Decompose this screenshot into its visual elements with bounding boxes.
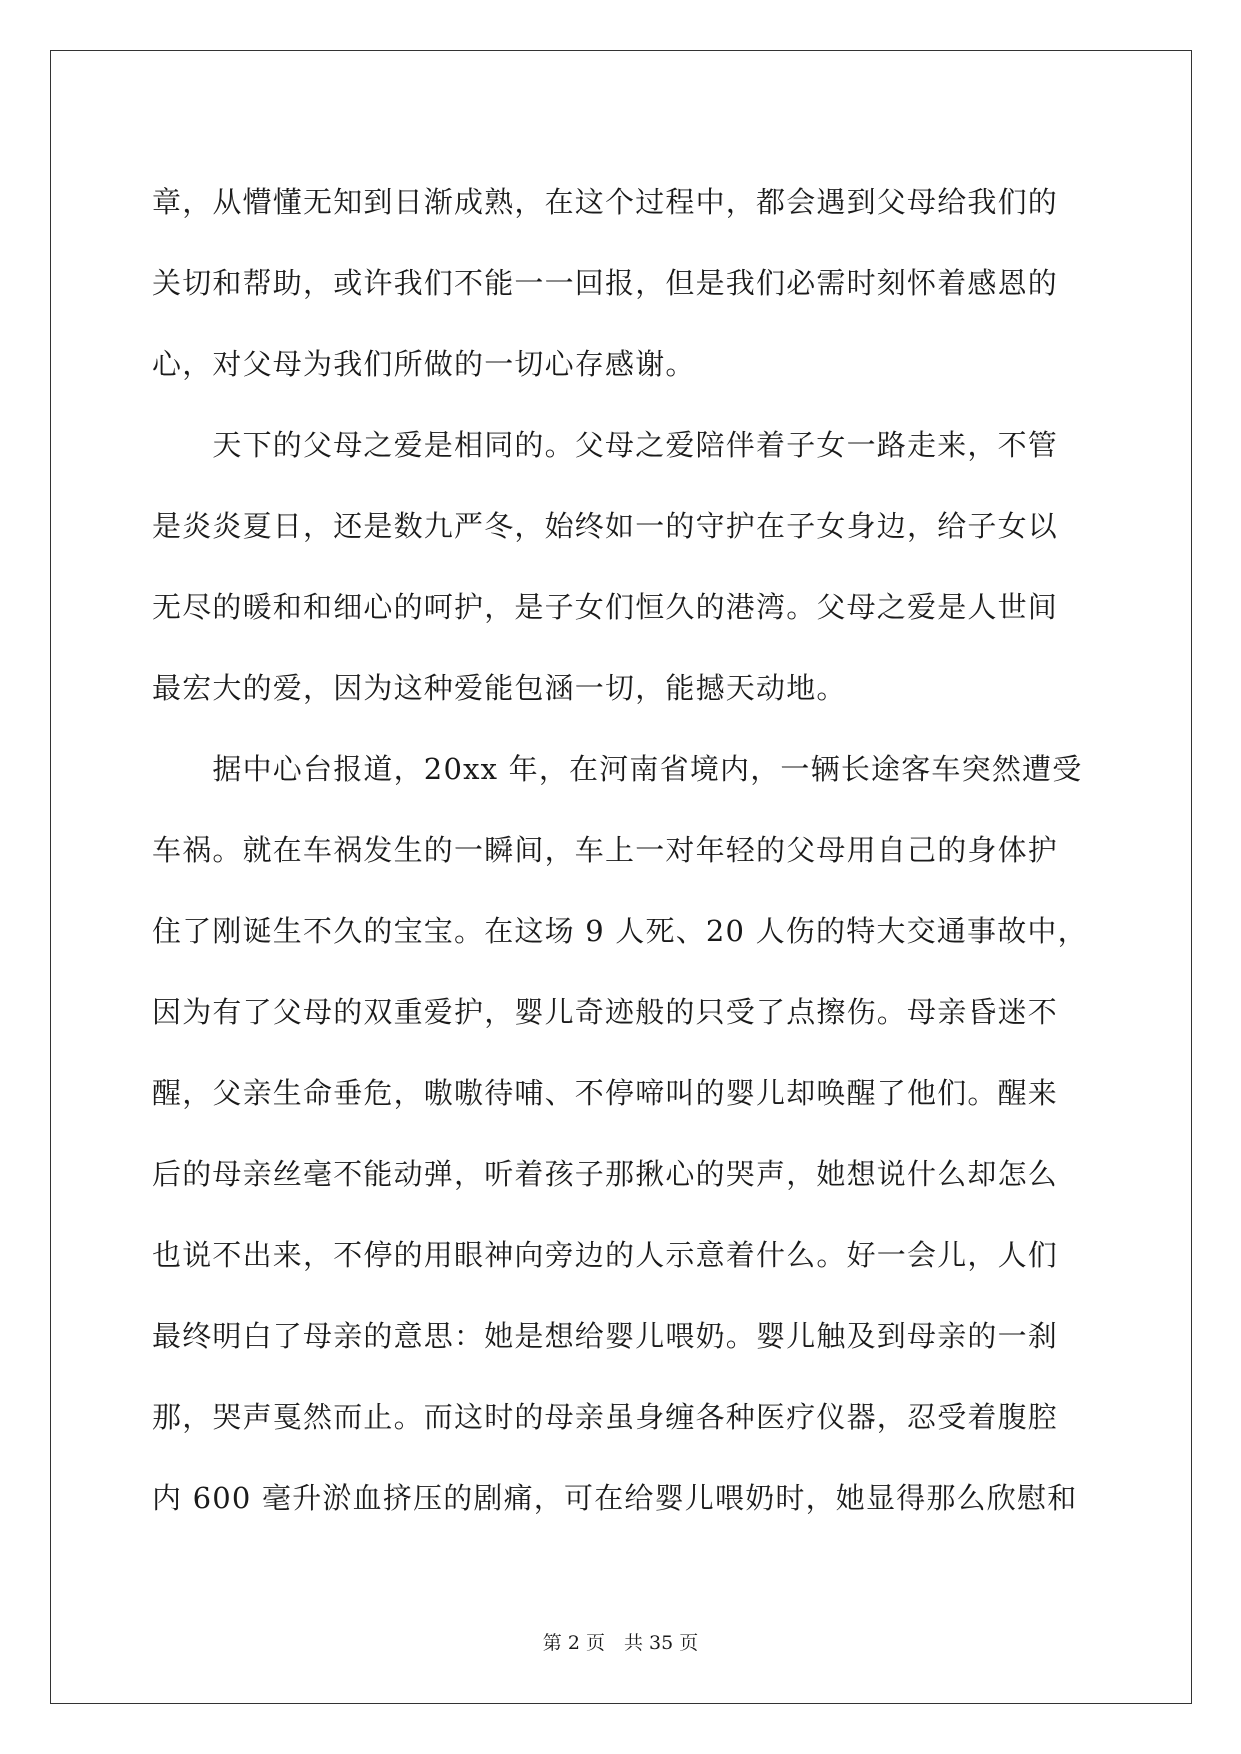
text-line-16: 那，哭声戛然而止。而这时的母亲虽身缠各种医疗仪器，忍受着腹腔 xyxy=(152,1400,1059,1434)
document-body xyxy=(152,162,1092,1539)
text-line-6: 无尽的暖和和细心的呵护，是子女们恒久的港湾。父母之爱是人世间 xyxy=(152,590,1059,624)
page-footer xyxy=(0,1628,1241,1655)
text-line-12: 醒，父亲生命垂危，嗷嗷待哺、不停啼叫的婴儿却唤醒了他们。醒来 xyxy=(152,1076,1059,1110)
text-line-11: 因为有了父母的双重爱护，婴儿奇迹般的只受了点擦伤。母亲昏迷不 xyxy=(152,995,1059,1029)
text-line-17: 内 600 毫升淤血挤压的剧痛，可在给婴儿喂奶时，她显得那么欣慰和 xyxy=(152,1481,1078,1515)
text-line-5: 是炎炎夏日，还是数九严冬，始终如一的守护在子女身边，给子女以 xyxy=(152,509,1059,543)
text-line-7: 最宏大的爱，因为这种爱能包涵一切，能撼天动地。 xyxy=(152,671,847,705)
text-line-13: 后的母亲丝毫不能动弹，听着孩子那揪心的哭声，她想说什么却怎么 xyxy=(152,1157,1059,1191)
page-number: 第 2 页 共 35 页 xyxy=(542,1632,699,1654)
text-line-3: 心，对父母为我们所做的一切心存感谢。 xyxy=(152,347,696,381)
text-line-2: 关切和帮助，或许我们不能一一回报，但是我们必需时刻怀着感恩的 xyxy=(152,266,1059,300)
text-line-14: 也说不出来，不停的用眼神向旁边的人示意着什么。好一会儿，人们 xyxy=(152,1238,1059,1272)
text-line-4: 天下的父母之爱是相同的。父母之爱陪伴着子女一路走来，不管 xyxy=(152,428,1059,462)
text-line-8: 据中心台报道，20xx 年，在河南省境内，一辆长途客车突然遭受 xyxy=(152,752,1083,786)
text-line-9: 车祸。就在车祸发生的一瞬间，车上一对年轻的父母用自己的身体护 xyxy=(152,833,1059,867)
text-line-10: 住了刚诞生不久的宝宝。在这场 9 人死、20 人伤的特大交通事故中， xyxy=(152,914,1088,948)
text-line-15: 最终明白了母亲的意思：她是想给婴儿喂奶。婴儿触及到母亲的一刹 xyxy=(152,1319,1059,1353)
text-line-1: 章，从懵懂无知到日渐成熟，在这个过程中，都会遇到父母给我们的 xyxy=(152,185,1059,219)
